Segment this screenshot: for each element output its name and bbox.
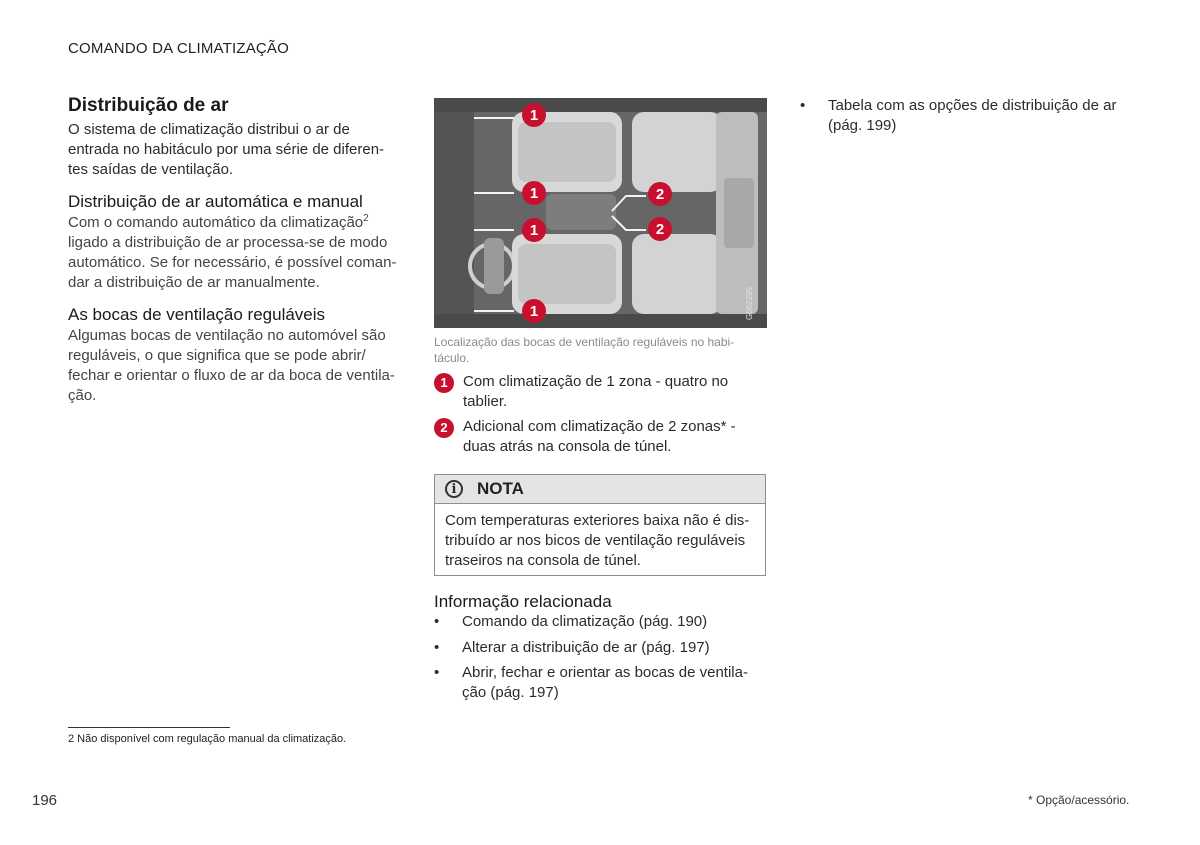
related-link-text[interactable]: Tabela com as opções de distribuição de ar (pág. 199) <box>828 97 1117 134</box>
footnote-ref: 2 <box>363 213 369 224</box>
related-link-text[interactable]: Abrir, fechar e orientar as bocas de ventila- ção (pág. 197) <box>462 664 748 701</box>
legend-text-2: Adicional com climatização de 2 zonas* - duas atrás na consola de túnel. <box>463 418 736 455</box>
page-number: 196 <box>32 792 58 809</box>
related-link-1[interactable] <box>434 612 764 632</box>
callout-1-mid-lower <box>522 218 546 242</box>
figure-code: G062295 <box>745 287 754 320</box>
note-header <box>435 475 765 504</box>
intro-paragraph: O sistema de climatização distribui o ar de entrada no habitáculo por uma série de diferen- tes saídas de ventilação. <box>68 121 385 178</box>
bullet-dot: • <box>434 639 440 656</box>
note-text: Com temperaturas exteriores baixa não é dis- tribuído ar nos bicos de ventilação reguláveis traseiros na consola de túnel. <box>445 512 750 569</box>
related-link-text[interactable]: Alterar a distribuição de ar (pág. 197) <box>462 639 710 656</box>
page-header: COMANDO DA CLIMATIZAÇÃO <box>68 40 290 57</box>
adjustable-vents-paragraph: Algumas bocas de ventilação no automóvel são reguláveis, o que significa que se pode abrir/ fechar e orientar o fluxo de ar da boca de ventila- ção. <box>68 327 395 404</box>
badge-1: 1 <box>434 373 454 393</box>
callout-2-upper <box>648 182 672 206</box>
auto-manual-text-b: ligado a distribuição de ar processa-se de modo automático. Se for necessário, é possível coman- dar a distribuição de ar manualmente. <box>68 234 397 291</box>
auto-manual-text-a: Com o comando automático da climatização <box>68 214 364 231</box>
legend-item-1 <box>434 372 764 412</box>
badge-2: 2 <box>434 418 454 438</box>
callout-1-mid-upper <box>522 181 546 205</box>
footnote-divider <box>68 727 230 728</box>
legend-item-2 <box>434 417 764 457</box>
callout-1-bottom <box>522 299 546 323</box>
cabin-illustration <box>434 98 767 328</box>
bullet-dot: • <box>434 664 440 681</box>
subheading-adjustable-vents: As bocas de ventilação reguláveis <box>68 305 326 324</box>
related-info-title: Informação relacionada <box>434 592 612 611</box>
callout-label: 1 <box>529 185 539 202</box>
note-title: NOTA <box>477 479 524 498</box>
info-icon: i <box>445 480 463 498</box>
related-link-4[interactable] <box>800 96 1130 136</box>
callout-label: 2 <box>655 221 665 238</box>
legend-text-1: Com climatização de 1 zona - quatro no tablier. <box>463 373 729 410</box>
callout-label: 2 <box>655 186 665 203</box>
related-link-3[interactable] <box>434 663 764 703</box>
related-link-text[interactable]: Comando da climatização (pág. 190) <box>462 613 708 630</box>
footnote: 2 Não disponível com regulação manual da climatização. <box>68 733 347 745</box>
callout-2-lower <box>648 217 672 241</box>
callout-label: 1 <box>529 303 539 320</box>
figure-caption: Localização das bocas de ventilação reguláveis no habi- táculo. <box>434 335 735 365</box>
callout-label: 1 <box>529 222 539 239</box>
callout-label: 1 <box>529 107 539 124</box>
cabin-diagram <box>434 98 767 328</box>
note-box <box>434 474 766 576</box>
option-note: * Opção/acessório. <box>1028 793 1130 807</box>
related-link-2[interactable] <box>434 638 764 658</box>
auto-manual-paragraph <box>68 213 398 293</box>
bullet-dot: • <box>434 613 440 630</box>
section-title: Distribuição de ar <box>68 95 229 116</box>
callout-1-top <box>522 103 546 127</box>
bullet-dot: • <box>800 97 806 114</box>
subheading-auto-manual: Distribuição de ar automática e manual <box>68 192 363 211</box>
